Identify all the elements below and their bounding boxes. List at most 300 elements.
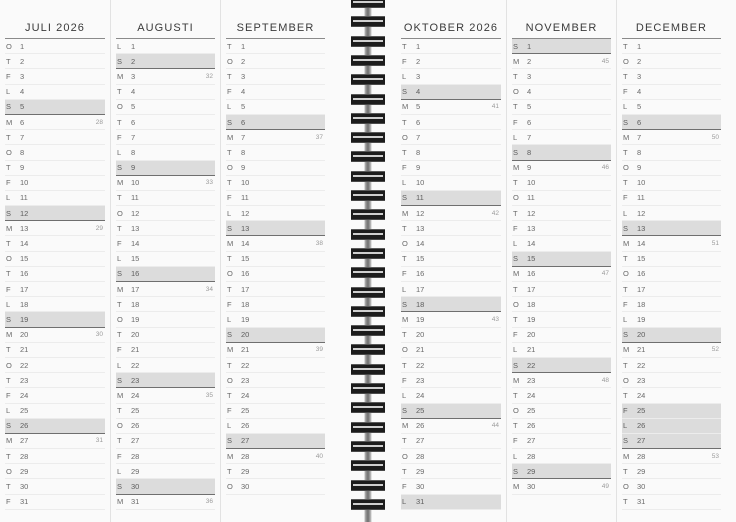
day-number: 4: [131, 87, 136, 97]
day-row[interactable]: [401, 54, 501, 69]
day-row[interactable]: [5, 54, 105, 69]
weekday-letter: O: [227, 56, 234, 66]
weekday-letter: M: [513, 163, 520, 173]
day-row[interactable]: [401, 404, 501, 419]
weekday-letter: F: [402, 482, 407, 492]
weekday-letter: F: [227, 193, 232, 203]
day-row[interactable]: [512, 85, 611, 100]
day-row[interactable]: [622, 328, 721, 343]
day-row[interactable]: [512, 343, 611, 358]
day-row[interactable]: [512, 479, 611, 494]
day-row[interactable]: [226, 39, 325, 54]
day-row[interactable]: [226, 206, 325, 221]
day-row[interactable]: [401, 130, 501, 145]
day-row[interactable]: [622, 404, 721, 419]
day-row[interactable]: [512, 221, 611, 236]
day-row[interactable]: [226, 130, 325, 145]
weekday-letter: O: [402, 239, 409, 249]
day-row[interactable]: [512, 373, 611, 388]
weekday-letter: T: [402, 41, 407, 51]
day-row[interactable]: [5, 100, 105, 115]
weekday-letter: S: [227, 223, 233, 233]
day-number: 1: [416, 41, 421, 51]
day-row[interactable]: [116, 69, 215, 84]
weekday-letter: L: [117, 41, 122, 51]
weekday-letter: L: [402, 497, 407, 507]
day-row[interactable]: [226, 312, 325, 327]
weekday-letter: F: [623, 193, 628, 203]
day-row[interactable]: [622, 115, 721, 130]
day-row[interactable]: [116, 85, 215, 100]
day-row[interactable]: [622, 419, 721, 434]
day-number: 1: [241, 41, 246, 51]
day-row[interactable]: [5, 191, 105, 206]
binding-ring: [351, 344, 385, 355]
day-row[interactable]: [401, 479, 501, 494]
day-row[interactable]: [512, 404, 611, 419]
day-number: 11: [637, 193, 645, 203]
day-row[interactable]: [512, 252, 611, 267]
day-row[interactable]: [401, 267, 501, 282]
day-row[interactable]: [622, 464, 721, 479]
day-row[interactable]: [116, 221, 215, 236]
weekday-letter: M: [402, 208, 409, 218]
day-row[interactable]: [116, 358, 215, 373]
weekday-letter: O: [6, 147, 13, 157]
day-row[interactable]: [622, 206, 721, 221]
weekday-letter: M: [513, 482, 520, 492]
day-number: 30: [637, 482, 646, 492]
day-row[interactable]: [226, 328, 325, 343]
day-row[interactable]: [5, 39, 105, 54]
day-row[interactable]: [401, 85, 501, 100]
day-number: 6: [527, 117, 532, 127]
binding-ring: [351, 132, 385, 143]
day-number: 12: [131, 208, 140, 218]
day-row[interactable]: [226, 221, 325, 236]
day-row[interactable]: [512, 54, 611, 69]
day-row[interactable]: [116, 495, 215, 510]
day-row[interactable]: [116, 100, 215, 115]
day-number: 17: [241, 284, 250, 294]
binding-ring: [351, 16, 385, 27]
day-row[interactable]: [116, 130, 215, 145]
weekday-letter: M: [513, 269, 520, 279]
day-number: 15: [637, 254, 646, 264]
day-row[interactable]: [512, 388, 611, 403]
day-row[interactable]: [5, 479, 105, 494]
day-row[interactable]: [622, 130, 721, 145]
binding-ring: [351, 171, 385, 182]
day-row[interactable]: [401, 252, 501, 267]
day-row[interactable]: [116, 54, 215, 69]
day-row[interactable]: [226, 419, 325, 434]
day-number: 23: [416, 375, 425, 385]
day-number: 11: [527, 193, 535, 203]
weekday-letter: M: [623, 239, 630, 249]
day-row[interactable]: [401, 161, 501, 176]
day-row[interactable]: [622, 191, 721, 206]
day-row[interactable]: [622, 358, 721, 373]
weekday-letter: T: [513, 178, 518, 188]
weekday-letter: F: [6, 497, 11, 507]
day-row[interactable]: [512, 236, 611, 251]
weekday-letter: S: [227, 436, 233, 446]
binding-ring: [351, 402, 385, 413]
day-row[interactable]: [116, 434, 215, 449]
weekday-letter: T: [117, 330, 122, 340]
weekday-letter: O: [402, 451, 409, 461]
day-number: 24: [637, 390, 646, 400]
binding-ring: [351, 209, 385, 220]
day-row[interactable]: [5, 252, 105, 267]
day-row[interactable]: [401, 328, 501, 343]
day-row[interactable]: [401, 206, 501, 221]
weekday-letter: L: [117, 147, 122, 157]
day-row[interactable]: [5, 328, 105, 343]
day-row[interactable]: [622, 434, 721, 449]
day-row[interactable]: [622, 176, 721, 191]
day-number: 31: [131, 497, 140, 507]
weekday-letter: F: [513, 436, 518, 446]
day-row[interactable]: [226, 267, 325, 282]
day-row[interactable]: [512, 312, 611, 327]
day-row[interactable]: [401, 39, 501, 54]
day-row[interactable]: [5, 115, 105, 130]
day-number: 30: [416, 482, 425, 492]
day-row[interactable]: [622, 252, 721, 267]
day-row[interactable]: [5, 373, 105, 388]
day-row[interactable]: [5, 449, 105, 464]
day-row[interactable]: [226, 176, 325, 191]
day-number: 23: [241, 375, 250, 385]
day-row[interactable]: [401, 358, 501, 373]
day-row[interactable]: [401, 388, 501, 403]
day-row[interactable]: [226, 161, 325, 176]
day-row[interactable]: [116, 297, 215, 312]
weekday-letter: F: [227, 299, 232, 309]
day-row[interactable]: [226, 282, 325, 297]
day-row[interactable]: [622, 297, 721, 312]
weekday-letter: M: [117, 178, 124, 188]
day-row[interactable]: [512, 145, 611, 160]
day-row[interactable]: [5, 236, 105, 251]
day-number: 19: [416, 314, 425, 324]
day-number: 26: [637, 421, 646, 431]
day-row[interactable]: [5, 145, 105, 160]
day-row[interactable]: [512, 434, 611, 449]
day-row[interactable]: [512, 449, 611, 464]
day-row[interactable]: [226, 373, 325, 388]
day-number: 21: [527, 345, 536, 355]
weekday-letter: T: [227, 390, 232, 400]
weekday-letter: S: [513, 147, 519, 157]
day-number: 1: [131, 41, 136, 51]
binding-rings: [340, 0, 396, 522]
binding-ring: [351, 383, 385, 394]
day-row[interactable]: [512, 130, 611, 145]
day-row[interactable]: [116, 419, 215, 434]
day-row[interactable]: [401, 69, 501, 84]
day-row[interactable]: [226, 297, 325, 312]
day-row[interactable]: [5, 464, 105, 479]
day-row[interactable]: [512, 39, 611, 54]
day-row[interactable]: [401, 176, 501, 191]
day-row[interactable]: [116, 191, 215, 206]
day-row[interactable]: [512, 115, 611, 130]
day-row[interactable]: [5, 358, 105, 373]
day-row[interactable]: [512, 464, 611, 479]
binding-ring: [351, 306, 385, 317]
day-row[interactable]: [116, 145, 215, 160]
day-row[interactable]: [5, 434, 105, 449]
day-row[interactable]: [622, 449, 721, 464]
month-header: [4, 0, 106, 38]
day-row[interactable]: [622, 221, 721, 236]
day-row[interactable]: [226, 388, 325, 403]
day-row[interactable]: [226, 449, 325, 464]
weekday-letter: L: [513, 451, 518, 461]
day-row[interactable]: [622, 282, 721, 297]
day-row[interactable]: [622, 145, 721, 160]
day-row[interactable]: [401, 312, 501, 327]
day-row[interactable]: [5, 343, 105, 358]
day-row[interactable]: [512, 69, 611, 84]
day-row[interactable]: [226, 404, 325, 419]
day-row[interactable]: [622, 39, 721, 54]
day-row[interactable]: [401, 297, 501, 312]
day-row[interactable]: [512, 282, 611, 297]
day-number: 25: [131, 406, 140, 416]
day-number: 26: [241, 421, 250, 431]
day-row[interactable]: [5, 161, 105, 176]
weekday-letter: L: [227, 102, 232, 112]
day-row[interactable]: [116, 343, 215, 358]
weekday-letter: T: [227, 71, 232, 81]
weekday-letter: L: [6, 193, 11, 203]
day-row[interactable]: [622, 54, 721, 69]
day-row[interactable]: [622, 161, 721, 176]
weekday-letter: M: [513, 56, 520, 66]
day-number: 19: [131, 314, 140, 324]
day-row[interactable]: [401, 145, 501, 160]
day-row[interactable]: [512, 206, 611, 221]
day-number: 14: [20, 239, 29, 249]
binding-ring: [351, 0, 385, 8]
day-row[interactable]: [116, 373, 215, 388]
day-row[interactable]: [226, 464, 325, 479]
day-row[interactable]: [622, 236, 721, 251]
day-row[interactable]: [226, 69, 325, 84]
day-row[interactable]: [116, 206, 215, 221]
day-row[interactable]: [401, 100, 501, 115]
month-header: [225, 0, 326, 38]
day-row[interactable]: [116, 267, 215, 282]
weekday-letter: S: [117, 482, 123, 492]
day-row[interactable]: [5, 419, 105, 434]
day-row[interactable]: [512, 161, 611, 176]
day-row[interactable]: [116, 236, 215, 251]
day-row[interactable]: [226, 236, 325, 251]
month-title: DECEMBER: [635, 22, 708, 34]
binding-ring: [351, 267, 385, 278]
day-row[interactable]: [622, 267, 721, 282]
weekday-letter: T: [117, 193, 122, 203]
weekday-letter: O: [623, 56, 630, 66]
day-row[interactable]: [401, 282, 501, 297]
weekday-letter: O: [227, 482, 234, 492]
day-number: 1: [20, 41, 25, 51]
week-number: 39: [315, 346, 323, 354]
binding-ring: [351, 190, 385, 201]
day-row[interactable]: [116, 312, 215, 327]
day-number: 24: [416, 390, 425, 400]
day-row[interactable]: [401, 434, 501, 449]
day-row[interactable]: [622, 100, 721, 115]
weekday-letter: O: [513, 87, 520, 97]
day-row[interactable]: [226, 479, 325, 494]
day-row[interactable]: [512, 191, 611, 206]
weekday-letter: T: [402, 254, 407, 264]
day-list: [226, 38, 325, 495]
day-row[interactable]: [401, 495, 501, 510]
weekday-letter: L: [623, 421, 628, 431]
weekday-letter: O: [227, 163, 234, 173]
day-row[interactable]: [5, 297, 105, 312]
weekday-letter: F: [402, 269, 407, 279]
day-number: 28: [241, 451, 250, 461]
day-row[interactable]: [226, 191, 325, 206]
day-row[interactable]: [622, 343, 721, 358]
day-row[interactable]: [116, 388, 215, 403]
day-row[interactable]: [622, 373, 721, 388]
day-row[interactable]: [226, 100, 325, 115]
day-row[interactable]: [116, 328, 215, 343]
day-row[interactable]: [116, 39, 215, 54]
day-number: 31: [416, 497, 425, 507]
day-row[interactable]: [512, 100, 611, 115]
day-number: 18: [637, 299, 646, 309]
weekday-letter: T: [6, 482, 11, 492]
day-number: 5: [241, 102, 246, 112]
day-row[interactable]: [226, 343, 325, 358]
day-row[interactable]: [512, 419, 611, 434]
day-row[interactable]: [401, 449, 501, 464]
day-list: [5, 38, 105, 510]
day-number: 11: [131, 193, 139, 203]
day-row[interactable]: [512, 176, 611, 191]
day-row[interactable]: [116, 282, 215, 297]
day-row[interactable]: [512, 328, 611, 343]
weekday-letter: T: [117, 299, 122, 309]
day-row[interactable]: [226, 252, 325, 267]
day-row[interactable]: [116, 479, 215, 494]
day-number: 2: [20, 56, 25, 66]
day-number: 6: [131, 117, 136, 127]
day-row[interactable]: [401, 373, 501, 388]
day-row[interactable]: [622, 312, 721, 327]
day-number: 9: [416, 163, 421, 173]
day-row[interactable]: [5, 267, 105, 282]
day-number: 20: [416, 330, 425, 340]
day-row[interactable]: [401, 191, 501, 206]
day-row[interactable]: [512, 358, 611, 373]
day-row[interactable]: [5, 85, 105, 100]
weekday-letter: L: [117, 254, 122, 264]
day-row[interactable]: [401, 419, 501, 434]
weekday-letter: S: [6, 314, 12, 324]
day-row[interactable]: [5, 69, 105, 84]
day-row[interactable]: [5, 206, 105, 221]
day-row[interactable]: [5, 221, 105, 236]
day-row[interactable]: [622, 388, 721, 403]
day-row[interactable]: [116, 404, 215, 419]
weekday-letter: O: [6, 41, 13, 51]
day-row[interactable]: [226, 54, 325, 69]
day-row[interactable]: [226, 115, 325, 130]
day-row[interactable]: [5, 176, 105, 191]
week-number: 41: [491, 103, 499, 111]
day-row[interactable]: [116, 161, 215, 176]
day-row[interactable]: [622, 69, 721, 84]
day-row[interactable]: [226, 434, 325, 449]
day-row[interactable]: [116, 449, 215, 464]
day-row[interactable]: [226, 145, 325, 160]
day-row[interactable]: [5, 388, 105, 403]
day-row[interactable]: [5, 312, 105, 327]
day-row[interactable]: [401, 221, 501, 236]
day-row[interactable]: [5, 495, 105, 510]
day-number: 13: [241, 223, 250, 233]
day-row[interactable]: [116, 464, 215, 479]
day-number: 24: [131, 390, 140, 400]
weekday-letter: O: [513, 193, 520, 203]
weekday-letter: S: [117, 56, 123, 66]
day-number: 7: [416, 132, 421, 142]
day-row[interactable]: [622, 479, 721, 494]
day-row[interactable]: [401, 115, 501, 130]
day-row[interactable]: [5, 282, 105, 297]
weekday-letter: S: [513, 360, 519, 370]
day-number: 9: [637, 163, 642, 173]
weekday-letter: T: [402, 147, 407, 157]
month-title: NOVEMBER: [525, 22, 598, 34]
day-row[interactable]: [116, 252, 215, 267]
day-row[interactable]: [622, 495, 721, 510]
day-row[interactable]: [226, 85, 325, 100]
weekday-letter: S: [117, 375, 123, 385]
day-number: 12: [241, 208, 250, 218]
day-row[interactable]: [622, 85, 721, 100]
day-row[interactable]: [512, 267, 611, 282]
day-row[interactable]: [512, 297, 611, 312]
day-number: 14: [241, 239, 250, 249]
day-row[interactable]: [226, 358, 325, 373]
day-number: 13: [637, 223, 646, 233]
day-row[interactable]: [401, 236, 501, 251]
day-row[interactable]: [116, 176, 215, 191]
day-row[interactable]: [5, 130, 105, 145]
day-row[interactable]: [401, 464, 501, 479]
binding-ring: [351, 229, 385, 240]
day-row[interactable]: [116, 115, 215, 130]
day-row[interactable]: [401, 343, 501, 358]
day-number: 30: [527, 482, 536, 492]
day-number: 2: [527, 56, 532, 66]
weekday-letter: S: [402, 193, 408, 203]
day-number: 5: [527, 102, 532, 112]
day-row[interactable]: [5, 404, 105, 419]
